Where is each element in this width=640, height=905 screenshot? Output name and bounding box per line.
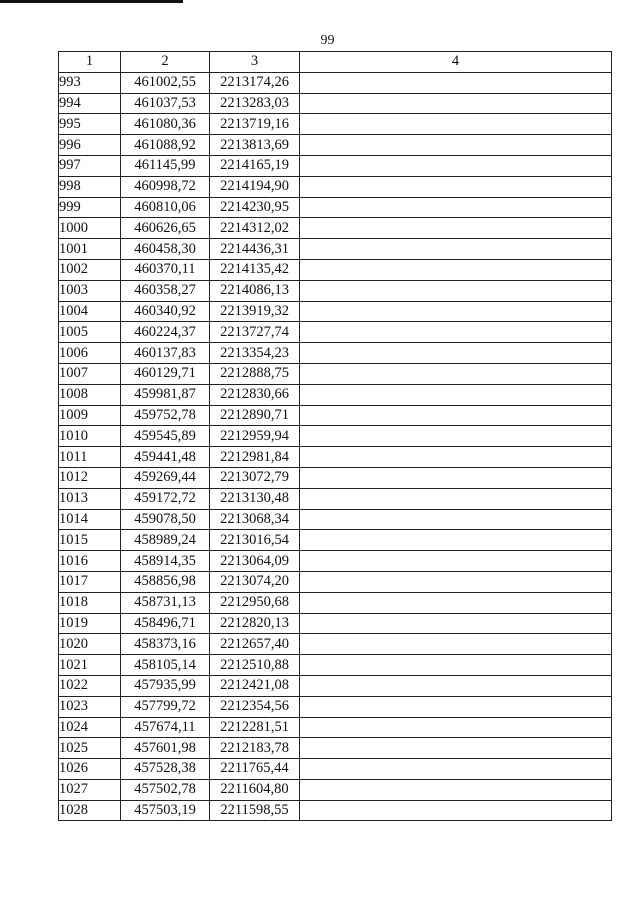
y-coordinate-cell: 2214135,42 [210, 259, 300, 280]
y-coordinate-cell: 2212657,40 [210, 634, 300, 655]
point-number-cell: 1006 [59, 343, 121, 364]
note-cell [300, 135, 612, 156]
note-cell [300, 571, 612, 592]
y-coordinate-cell: 2214086,13 [210, 280, 300, 301]
y-coordinate-cell: 2212890,71 [210, 405, 300, 426]
point-number-cell: 996 [59, 135, 121, 156]
x-coordinate-cell: 459078,50 [121, 509, 210, 530]
table-body [59, 72, 612, 821]
table-row [59, 779, 612, 800]
point-number-cell: 1000 [59, 218, 121, 239]
y-coordinate-cell: 2211604,80 [210, 779, 300, 800]
point-number-cell: 1002 [59, 259, 121, 280]
point-number-cell: 1016 [59, 551, 121, 572]
note-cell [300, 114, 612, 135]
note-cell [300, 384, 612, 405]
y-coordinate-cell: 2212888,75 [210, 363, 300, 384]
table-row [59, 280, 612, 301]
point-number-cell: 1013 [59, 488, 121, 509]
x-coordinate-cell: 458373,16 [121, 634, 210, 655]
note-cell [300, 779, 612, 800]
table-row [59, 405, 612, 426]
y-coordinate-cell: 2214194,90 [210, 176, 300, 197]
x-coordinate-cell: 460998,72 [121, 176, 210, 197]
y-coordinate-cell: 2213174,26 [210, 72, 300, 93]
table-row [59, 613, 612, 634]
y-coordinate-cell: 2213074,20 [210, 571, 300, 592]
table-row [59, 135, 612, 156]
note-cell [300, 301, 612, 322]
point-number-cell: 995 [59, 114, 121, 135]
table-row [59, 571, 612, 592]
point-number-cell: 1026 [59, 759, 121, 780]
note-cell [300, 759, 612, 780]
x-coordinate-cell: 457502,78 [121, 779, 210, 800]
x-coordinate-cell: 458989,24 [121, 530, 210, 551]
point-number-cell: 1018 [59, 592, 121, 613]
note-cell [300, 530, 612, 551]
x-coordinate-cell: 460358,27 [121, 280, 210, 301]
point-number-cell: 997 [59, 155, 121, 176]
table-row [59, 259, 612, 280]
x-coordinate-cell: 459752,78 [121, 405, 210, 426]
point-number-cell: 1004 [59, 301, 121, 322]
point-number-cell: 1017 [59, 571, 121, 592]
table-row [59, 738, 612, 759]
y-coordinate-cell: 2212830,66 [210, 384, 300, 405]
note-cell [300, 655, 612, 676]
y-coordinate-cell: 2213283,03 [210, 93, 300, 114]
y-coordinate-cell: 2212183,78 [210, 738, 300, 759]
point-number-cell: 994 [59, 93, 121, 114]
table-row [59, 655, 612, 676]
table-row [59, 488, 612, 509]
point-number-cell: 1014 [59, 509, 121, 530]
point-number-cell: 1027 [59, 779, 121, 800]
table-row [59, 717, 612, 738]
note-cell [300, 696, 612, 717]
table-row [59, 592, 612, 613]
table-row [59, 696, 612, 717]
table-row [59, 759, 612, 780]
x-coordinate-cell: 461088,92 [121, 135, 210, 156]
table-row [59, 155, 612, 176]
point-number-cell: 1001 [59, 239, 121, 260]
y-coordinate-cell: 2213719,16 [210, 114, 300, 135]
note-cell [300, 93, 612, 114]
y-coordinate-cell: 2212959,94 [210, 426, 300, 447]
table-row [59, 509, 612, 530]
table-row [59, 384, 612, 405]
note-cell [300, 800, 612, 821]
y-coordinate-cell: 2213016,54 [210, 530, 300, 551]
y-coordinate-cell: 2213068,34 [210, 509, 300, 530]
note-cell [300, 613, 612, 634]
x-coordinate-cell: 459981,87 [121, 384, 210, 405]
column-header-4: 4 [300, 52, 612, 73]
table-row [59, 239, 612, 260]
table-row [59, 447, 612, 468]
note-cell [300, 218, 612, 239]
x-coordinate-cell: 460224,37 [121, 322, 210, 343]
x-coordinate-cell: 460137,83 [121, 343, 210, 364]
note-cell [300, 634, 612, 655]
y-coordinate-cell: 2213813,69 [210, 135, 300, 156]
table-row [59, 363, 612, 384]
x-coordinate-cell: 458856,98 [121, 571, 210, 592]
table-row [59, 634, 612, 655]
table-row [59, 530, 612, 551]
point-number-cell: 1008 [59, 384, 121, 405]
x-coordinate-cell: 457503,19 [121, 800, 210, 821]
x-coordinate-cell: 458496,71 [121, 613, 210, 634]
point-number-cell: 1024 [59, 717, 121, 738]
y-coordinate-cell: 2214165,19 [210, 155, 300, 176]
y-coordinate-cell: 2212421,08 [210, 675, 300, 696]
table-row [59, 72, 612, 93]
note-cell [300, 239, 612, 260]
x-coordinate-cell: 460626,65 [121, 218, 210, 239]
table-row [59, 93, 612, 114]
y-coordinate-cell: 2212950,68 [210, 592, 300, 613]
y-coordinate-cell: 2211765,44 [210, 759, 300, 780]
y-coordinate-cell: 2213072,79 [210, 467, 300, 488]
point-number-cell: 999 [59, 197, 121, 218]
x-coordinate-cell: 457601,98 [121, 738, 210, 759]
point-number-cell: 1009 [59, 405, 121, 426]
y-coordinate-cell: 2213354,23 [210, 343, 300, 364]
x-coordinate-cell: 461002,55 [121, 72, 210, 93]
note-cell [300, 488, 612, 509]
y-coordinate-cell: 2214230,95 [210, 197, 300, 218]
point-number-cell: 1022 [59, 675, 121, 696]
table-row [59, 114, 612, 135]
point-number-cell: 1007 [59, 363, 121, 384]
note-cell [300, 467, 612, 488]
point-number-cell: 998 [59, 176, 121, 197]
note-cell [300, 322, 612, 343]
x-coordinate-cell: 459545,89 [121, 426, 210, 447]
point-number-cell: 1011 [59, 447, 121, 468]
note-cell [300, 551, 612, 572]
x-coordinate-cell: 460340,92 [121, 301, 210, 322]
table-row [59, 551, 612, 572]
column-header-2: 2 [121, 52, 210, 73]
x-coordinate-cell: 461145,99 [121, 155, 210, 176]
x-coordinate-cell: 457674,11 [121, 717, 210, 738]
y-coordinate-cell: 2213919,32 [210, 301, 300, 322]
y-coordinate-cell: 2212281,51 [210, 717, 300, 738]
table-row [59, 301, 612, 322]
point-number-cell: 1025 [59, 738, 121, 759]
y-coordinate-cell: 2212981,84 [210, 447, 300, 468]
note-cell [300, 176, 612, 197]
x-coordinate-cell: 459441,48 [121, 447, 210, 468]
point-number-cell: 1003 [59, 280, 121, 301]
table-header [59, 52, 612, 73]
x-coordinate-cell: 458731,13 [121, 592, 210, 613]
y-coordinate-cell: 2212354,56 [210, 696, 300, 717]
x-coordinate-cell: 458914,35 [121, 551, 210, 572]
point-number-cell: 1015 [59, 530, 121, 551]
x-coordinate-cell: 457935,99 [121, 675, 210, 696]
table-row [59, 176, 612, 197]
note-cell [300, 343, 612, 364]
table-row [59, 426, 612, 447]
coordinates-table [58, 51, 612, 821]
x-coordinate-cell: 458105,14 [121, 655, 210, 676]
page-number: 99 [320, 33, 335, 48]
x-coordinate-cell: 460370,11 [121, 259, 210, 280]
y-coordinate-cell: 2212820,13 [210, 613, 300, 634]
x-coordinate-cell: 460458,30 [121, 239, 210, 260]
header-row [59, 52, 612, 73]
point-number-cell: 1019 [59, 613, 121, 634]
y-coordinate-cell: 2213130,48 [210, 488, 300, 509]
y-coordinate-cell: 2214312,02 [210, 218, 300, 239]
table-row [59, 343, 612, 364]
note-cell [300, 426, 612, 447]
table-row [59, 322, 612, 343]
x-coordinate-cell: 460129,71 [121, 363, 210, 384]
y-coordinate-cell: 2213064,09 [210, 551, 300, 572]
x-coordinate-cell: 461080,36 [121, 114, 210, 135]
point-number-cell: 1028 [59, 800, 121, 821]
y-coordinate-cell: 2212510,88 [210, 655, 300, 676]
note-cell [300, 259, 612, 280]
x-coordinate-cell: 457528,38 [121, 759, 210, 780]
y-coordinate-cell: 2214436,31 [210, 239, 300, 260]
point-number-cell: 1021 [59, 655, 121, 676]
note-cell [300, 738, 612, 759]
note-cell [300, 72, 612, 93]
y-coordinate-cell: 2211598,55 [210, 800, 300, 821]
note-cell [300, 717, 612, 738]
note-cell [300, 405, 612, 426]
note-cell [300, 509, 612, 530]
table-row [59, 800, 612, 821]
table-row [59, 197, 612, 218]
note-cell [300, 592, 612, 613]
column-header-1: 1 [59, 52, 121, 73]
x-coordinate-cell: 459172,72 [121, 488, 210, 509]
x-coordinate-cell: 460810,06 [121, 197, 210, 218]
point-number-cell: 1010 [59, 426, 121, 447]
top-rule [0, 0, 183, 3]
point-number-cell: 1012 [59, 467, 121, 488]
point-number-cell: 1023 [59, 696, 121, 717]
x-coordinate-cell: 459269,44 [121, 467, 210, 488]
point-number-cell: 1005 [59, 322, 121, 343]
x-coordinate-cell: 457799,72 [121, 696, 210, 717]
note-cell [300, 155, 612, 176]
table-row [59, 218, 612, 239]
x-coordinate-cell: 461037,53 [121, 93, 210, 114]
point-number-cell: 993 [59, 72, 121, 93]
note-cell [300, 363, 612, 384]
table-row [59, 467, 612, 488]
column-header-3: 3 [210, 52, 300, 73]
note-cell [300, 447, 612, 468]
note-cell [300, 675, 612, 696]
point-number-cell: 1020 [59, 634, 121, 655]
y-coordinate-cell: 2213727,74 [210, 322, 300, 343]
note-cell [300, 197, 612, 218]
table-row [59, 675, 612, 696]
note-cell [300, 280, 612, 301]
